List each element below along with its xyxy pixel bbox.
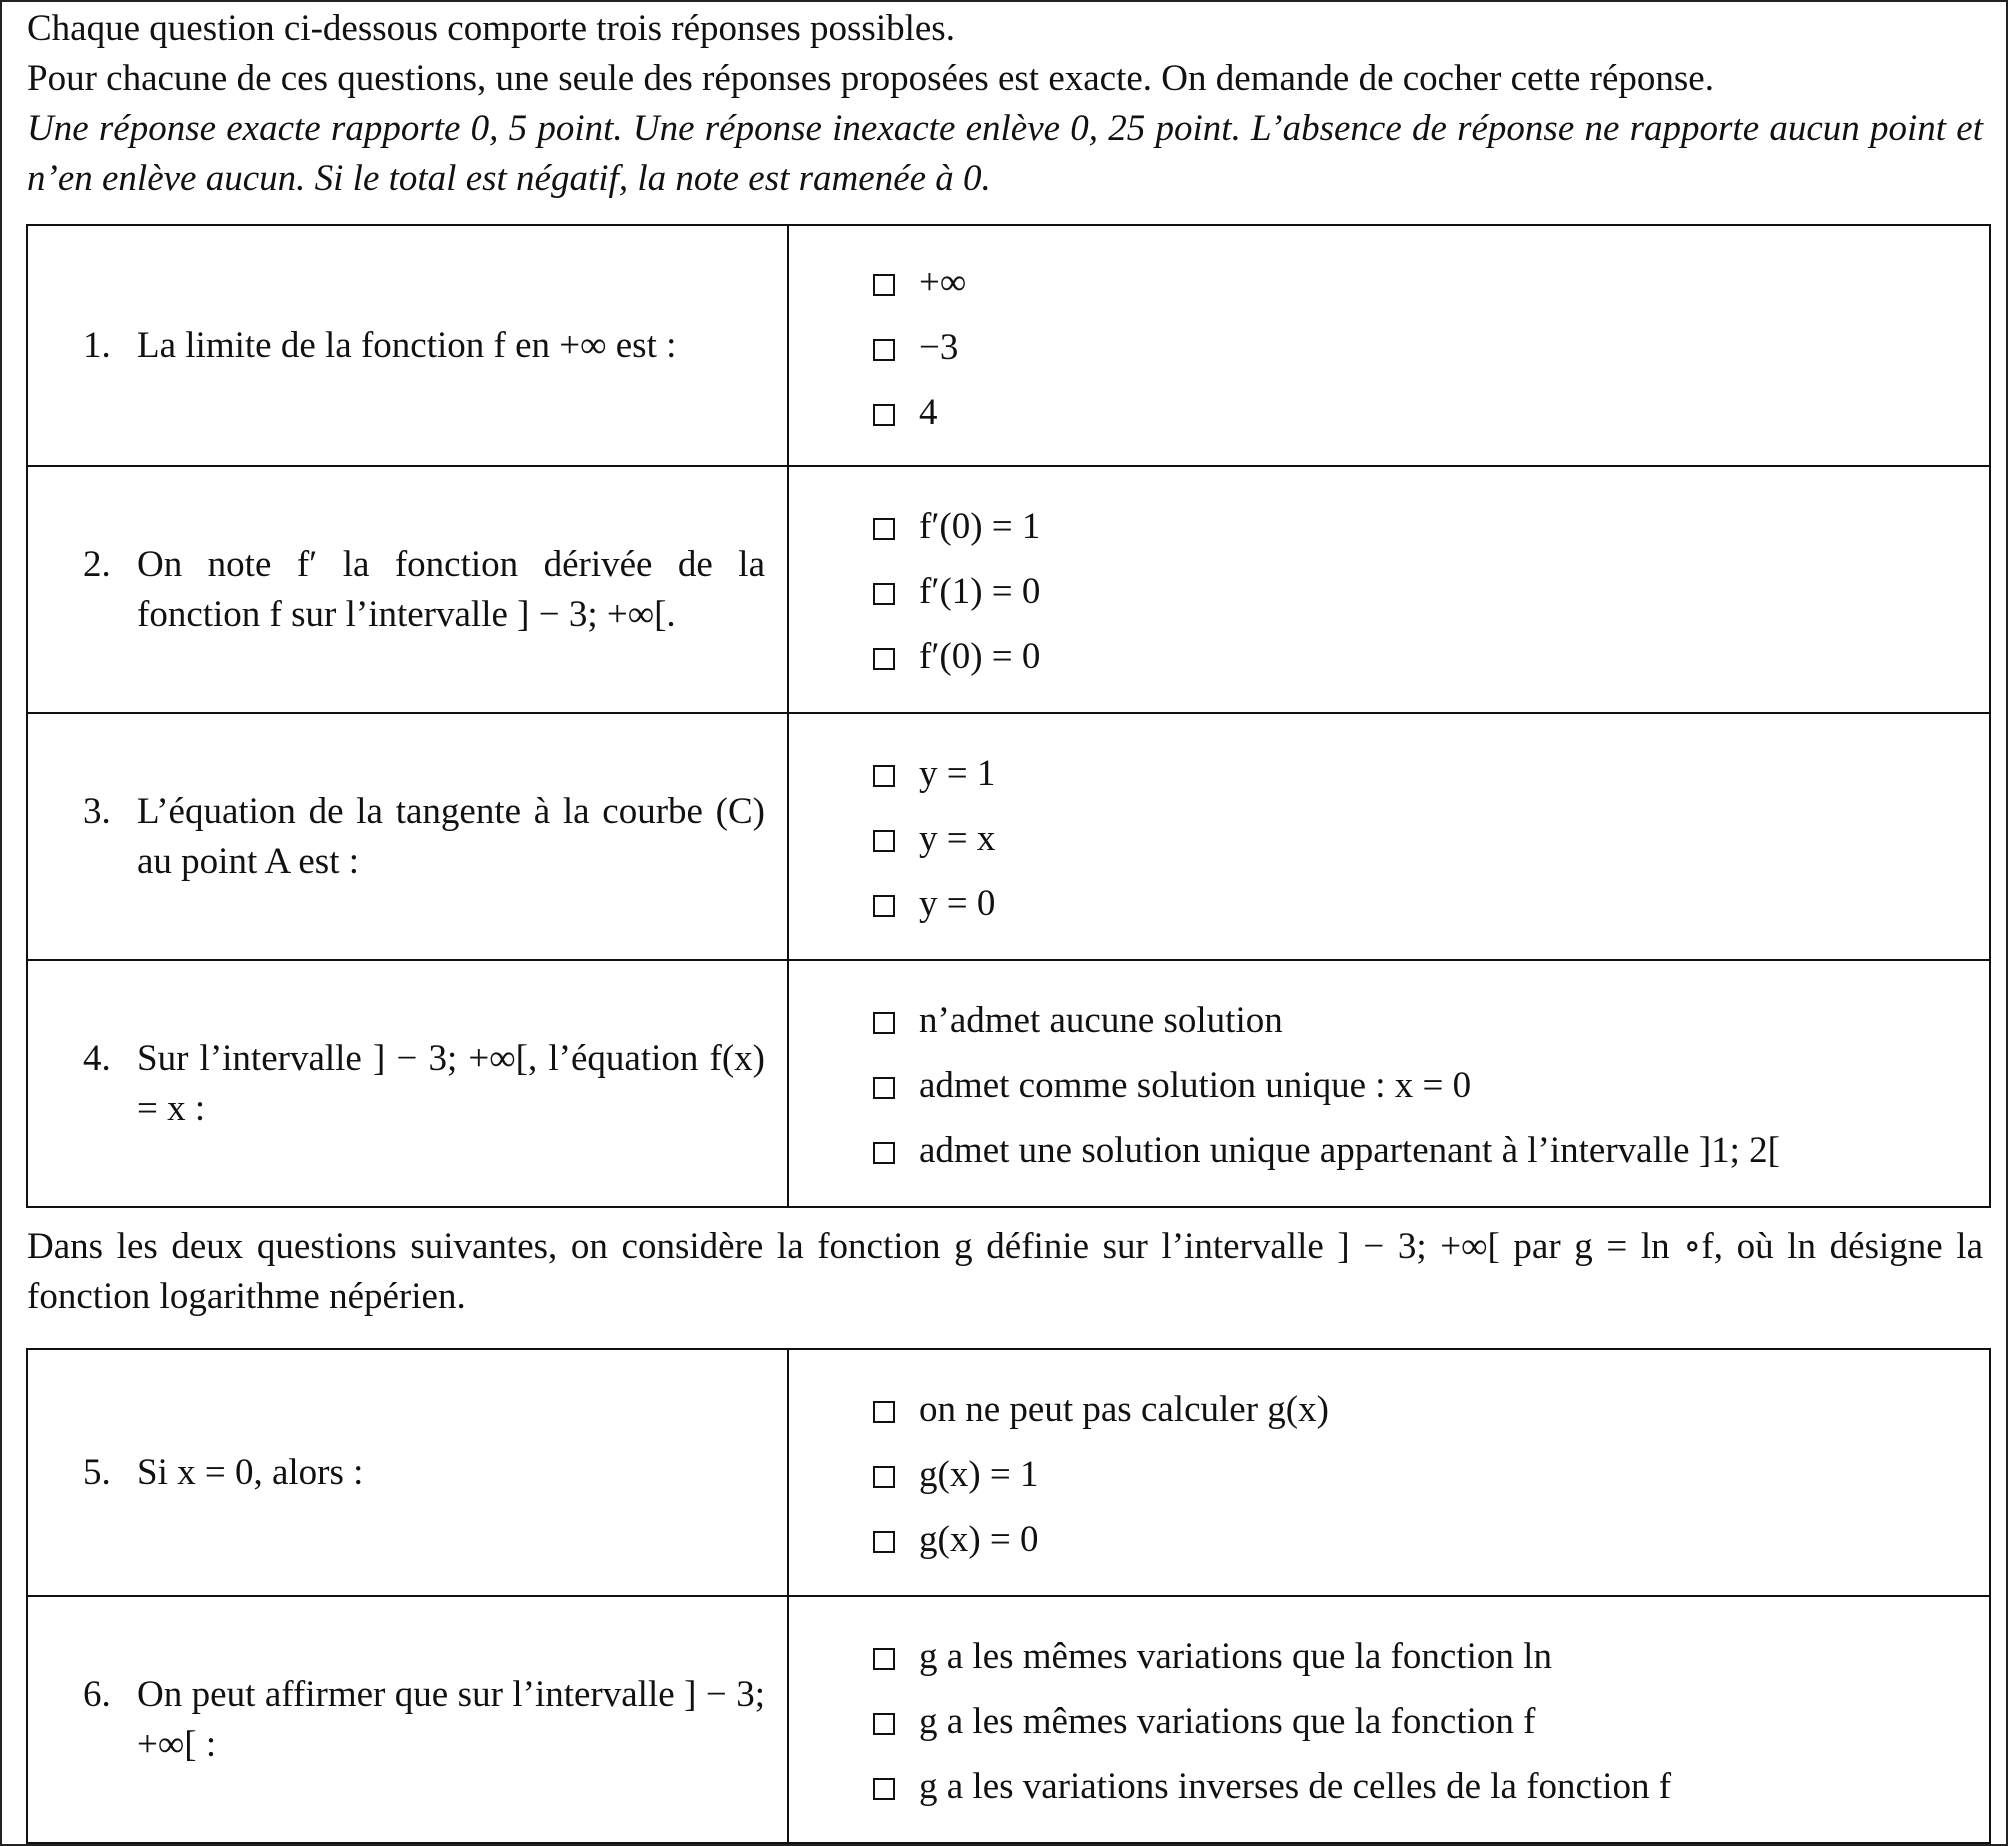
- question-text: On note f′ la fonction dérivée de la fonction f sur l’intervalle ] − 3; +∞[.: [137, 543, 765, 635]
- answer-label: g a les variations inverses de celles de la fonction f: [919, 1766, 1672, 1807]
- question-row: [27, 1596, 1990, 1843]
- answer-label: g(x) = 1: [919, 1454, 1039, 1495]
- answer-label: f′(0) = 0: [919, 636, 1041, 677]
- question-cell: [27, 1596, 788, 1843]
- checkbox[interactable]: [873, 1713, 895, 1735]
- question-text: Si x = 0, alors :: [137, 1451, 364, 1493]
- answer-option[interactable]: [789, 741, 1989, 806]
- question-row: [27, 713, 1990, 960]
- question-row: [27, 225, 1990, 466]
- qcm-table-1: [26, 224, 1991, 1208]
- checkbox[interactable]: [873, 830, 895, 852]
- answers-cell: [788, 960, 1990, 1207]
- checkbox[interactable]: [873, 274, 895, 296]
- answer-option[interactable]: [789, 624, 1989, 689]
- checkbox[interactable]: [873, 583, 895, 605]
- question-text: L’équation de la tangente à la courbe (C) au point A est :: [137, 790, 765, 882]
- answer-label: admet comme solution unique : x = 0: [919, 1065, 1472, 1106]
- question-number: 5.: [83, 1451, 111, 1493]
- answer-option[interactable]: [789, 250, 1989, 315]
- answer-option[interactable]: [789, 559, 1989, 624]
- answer-label: g a les mêmes variations que la fonction ln: [919, 1636, 1552, 1677]
- checkbox[interactable]: [873, 1142, 895, 1164]
- question-3: [28, 787, 787, 887]
- checkbox[interactable]: [873, 1466, 895, 1488]
- checkbox[interactable]: [873, 1077, 895, 1099]
- answer-option[interactable]: [789, 806, 1989, 871]
- checkbox[interactable]: [873, 1531, 895, 1553]
- question-cell: [27, 713, 788, 960]
- question-text: On peut affirmer que sur l’intervalle ] − 3; +∞[ :: [137, 1673, 765, 1765]
- question-1: [28, 321, 787, 371]
- question-number: 3.: [83, 790, 111, 832]
- answer-option[interactable]: [789, 380, 1989, 445]
- question-4: [28, 1034, 787, 1134]
- question-row: [27, 1349, 1990, 1596]
- instruction-line-1: Chaque question ci-dessous comporte trois réponses possibles.: [27, 8, 955, 49]
- answer-label: y = x: [919, 818, 996, 859]
- question-cell: [27, 225, 788, 466]
- answer-option[interactable]: [789, 1689, 1989, 1754]
- question-number: 1.: [83, 324, 111, 366]
- checkbox[interactable]: [873, 339, 895, 361]
- answer-label: g a les mêmes variations que la fonction f: [919, 1701, 1536, 1742]
- answers-cell: [788, 713, 1990, 960]
- answer-label: f′(1) = 0: [919, 571, 1041, 612]
- answers-cell: [788, 466, 1990, 713]
- answers-cell: [788, 1596, 1990, 1843]
- checkbox[interactable]: [873, 648, 895, 670]
- question-number: 4.: [83, 1037, 111, 1079]
- answer-option[interactable]: [789, 1442, 1989, 1507]
- answer-option[interactable]: [789, 494, 1989, 559]
- question-cell: [27, 1349, 788, 1596]
- checkbox[interactable]: [873, 404, 895, 426]
- answers-cell: [788, 225, 1990, 466]
- checkbox[interactable]: [873, 1401, 895, 1423]
- answer-option[interactable]: [789, 1507, 1989, 1572]
- answer-option[interactable]: [789, 1754, 1989, 1819]
- answer-label: +∞: [919, 262, 967, 303]
- answer-label: n’admet aucune solution: [919, 1000, 1283, 1041]
- answer-option[interactable]: [789, 315, 1989, 380]
- question-number: 2.: [83, 543, 111, 585]
- checkbox[interactable]: [873, 765, 895, 787]
- answer-label: −3: [919, 327, 959, 368]
- answers-cell: [788, 1349, 1990, 1596]
- intermediate-text: Dans les deux questions suivantes, on considère la fonction g définie sur l’intervalle ] − 3; +∞[ par g = ln ∘f, où ln désigne la fonction logarithme népérien.: [27, 1226, 1983, 1317]
- answer-label: admet une solution unique appartenant à l’intervalle ]1; 2[: [919, 1130, 1780, 1171]
- scoring-rules: Une réponse exacte rapporte 0, 5 point. Une réponse inexacte enlève 0, 25 point. L’absence de réponse ne rapporte aucun point et n’en enlève aucun. Si le total est négatif, la note est ramenée à 0.: [27, 108, 1983, 199]
- checkbox[interactable]: [873, 1648, 895, 1670]
- answer-option[interactable]: [789, 1053, 1989, 1118]
- instructions: [27, 4, 1983, 204]
- question-text: La limite de la fonction f en +∞ est :: [137, 324, 677, 366]
- answer-label: y = 0: [919, 883, 996, 924]
- answer-option[interactable]: [789, 1624, 1989, 1689]
- answer-option[interactable]: [789, 1118, 1989, 1183]
- answer-label: g(x) = 0: [919, 1519, 1039, 1560]
- answer-label: f′(0) = 1: [919, 506, 1041, 547]
- checkbox[interactable]: [873, 1012, 895, 1034]
- question-number: 6.: [83, 1673, 111, 1715]
- checkbox[interactable]: [873, 895, 895, 917]
- answer-option[interactable]: [789, 988, 1989, 1053]
- question-2: [28, 540, 787, 640]
- answer-option[interactable]: [789, 1377, 1989, 1442]
- instruction-line-2: Pour chacune de ces questions, une seule des réponses proposées est exacte. On demande de cocher cette réponse.: [27, 58, 1714, 99]
- answer-label: on ne peut pas calculer g(x): [919, 1389, 1329, 1430]
- answer-option[interactable]: [789, 871, 1989, 936]
- qcm-table-2: [26, 1348, 1991, 1844]
- question-6: [28, 1670, 787, 1770]
- answer-label: y = 1: [919, 753, 996, 794]
- question-cell: [27, 960, 788, 1207]
- question-cell: [27, 466, 788, 713]
- question-text: Sur l’intervalle ] − 3; +∞[, l’équation f(x) = x :: [137, 1037, 765, 1129]
- question-row: [27, 960, 1990, 1207]
- question-row: [27, 466, 1990, 713]
- checkbox[interactable]: [873, 1778, 895, 1800]
- checkbox[interactable]: [873, 518, 895, 540]
- answer-label: 4: [919, 392, 938, 433]
- question-5: [28, 1448, 787, 1498]
